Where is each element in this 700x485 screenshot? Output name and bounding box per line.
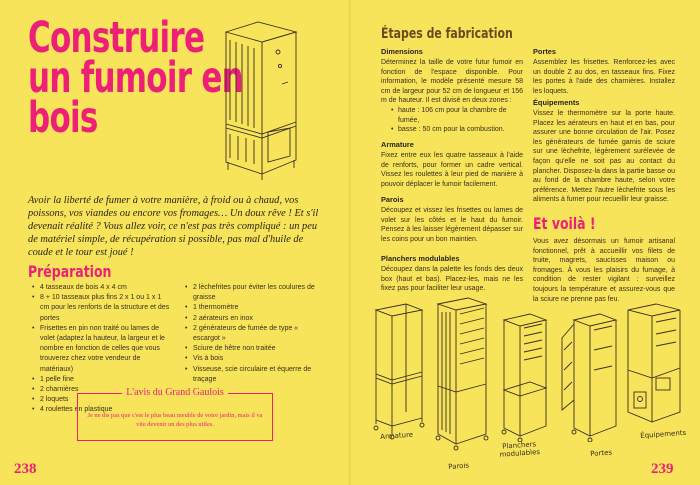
list-item: • 4 tasseaux de bois 4 x 4 cm [32, 283, 170, 293]
preparation-heading: Préparation [28, 262, 112, 281]
grand-gaulois-callout [77, 387, 273, 441]
step-title: Parois [381, 195, 404, 204]
list-item: • Frisettes en pin non traité ou lames de volet (adaptez la hauteur, la largeur et le nombre en fonction de celles que vous trouverez chez votre vendeur de matériaux) [32, 324, 170, 375]
step-text: Vissez le thermomètre sur la porte haute. Placez les aérateurs en haut et en bas, pour assurer une bonne circulation de l'air. Posez les générateurs de fumée garnis de sciure sur une lèchefrite, légèrement surélevée de façon qu'elle ne soit pas au contact du plancher. Disposez-la dans la partie basse ou au fond de la chambre haute, selon votre préférence. Mettez l'autre lèchefrite sous les aliments à fumer pour recueillir leur graisse. [533, 110, 675, 204]
voila-text: Vous avez désormais un fumoir artisanal fonctionnel, prêt à accueillir vos filets de truite, magrets, saucisses maison ou fromages. À vous les plaisirs du fumage, à condition de rester vigilant : surveillez toujours la température et assurez-vous que la sciure ne prenne pas feu. [533, 238, 675, 303]
list-item: • 2 lèchefrites pour éviter les coulures de graisse [185, 283, 315, 303]
list-item: • 4 roulettes en plastique [32, 405, 170, 415]
list-item: • 2 charnières [32, 385, 170, 395]
drawing-label-planchers: Planchers modulables [499, 440, 541, 459]
callout-title: L'avis du Grand Gaulois [122, 387, 228, 398]
list-item: • Visseuse, scie circulaire et équerre de traçage [185, 365, 315, 385]
step-text: Découpez dans la palette les fonds des deux box (haut et bas). Placez-les, mais ne les fixez pas pour faciliter leur usage. [381, 266, 523, 293]
step-portes [533, 47, 675, 96]
step-armature [381, 140, 523, 189]
step-title: Équipements [533, 98, 580, 107]
callout-text: Je ne dis pas que c'est le plus beau meuble de votre jardin, mais il va vite devenir un des plus utiles. [87, 412, 263, 428]
drawing-label-parois: Parois [448, 461, 470, 471]
list-item: • 1 thermomètre [185, 303, 315, 313]
page-number-right: 239 [651, 461, 674, 477]
list-item: • 2 aérateurs en inox [185, 314, 315, 324]
page-gutter [349, 0, 351, 485]
step-title: Dimensions [381, 47, 423, 56]
planchers-drawing [500, 310, 550, 442]
list-item: • Vis à bois [185, 354, 315, 364]
armature-drawing [372, 300, 426, 440]
step-dimensions [381, 47, 523, 135]
intro-paragraph: Avoir la liberté de fumer à votre manière, à froid ou à chaud, vos poissons, vos viandes ou encore vos fromages… Un doux rêve ! Et s'il devenait réalité ? Vous allez voir, ce n'est pas très compliqué : un peu de matériel simple, de récupération si possible, pas mal d'huile de coude et le tour est joué ! [28, 195, 319, 258]
parois-drawing [434, 294, 490, 454]
step-title: Planchers modulables [381, 254, 460, 263]
materials-list-right [185, 283, 315, 385]
etapes-heading: Étapes de fabrication [381, 26, 513, 42]
list-item: • 2 générateurs de fumée de type « escargot » [185, 324, 315, 344]
step-text: Déterminez la taille de votre futur fumoir en fonction de l'espace disponible. Pour information, le modèle présenté mesure 58 cm de largeur pour 52 cm de longueur et 156 m de hauteur. Il est divisé en deux zones : [381, 59, 523, 105]
list-item: • basse : 50 cm pour la combustion. [391, 125, 523, 135]
page-number-left: 238 [14, 461, 37, 477]
step-text: Découpez et vissez les frisettes ou lames de volet sur les côtés et le haut du fumoir. Pensez à les laisser légèrement dépasser sur les coins pour un bon maintien. [381, 207, 523, 243]
step-equipements [533, 98, 675, 205]
step-text: Assemblez les frisettes. Renforcez-les avec un double Z au dos, en tasseaux fins. Fixez les portes à l'aide des charnières. Installez les loquets. [533, 59, 675, 95]
list-item: • Sciure de hêtre non traitée [185, 344, 315, 354]
step-text: Fixez entre eux les quatre tasseaux à l'aide de renforts, pour former un cadre vertical. Vissez les roulettes à leur pied de manière à pouvoir déplacer le fumoir facilement. [381, 152, 523, 188]
list-item: • 8 + 10 tasseaux plus fins 2 x 1 ou 1 x 1 cm pour les renforts de la structure et des portes [32, 293, 170, 324]
portes-drawing [560, 310, 620, 442]
step-title: Armature [381, 140, 414, 149]
drawing-label-armature: Armature [380, 430, 414, 441]
step-planchers [381, 254, 523, 294]
dimension-zones-list [381, 106, 523, 135]
drawing-label-equipements: Équipements [640, 428, 687, 440]
equipements-drawing [624, 300, 684, 430]
voila-heading: Et voilà ! [533, 214, 596, 233]
page-title: Construire un fumoir en bois [28, 13, 243, 143]
smoker-illustration [218, 12, 302, 180]
step-parois [381, 195, 523, 244]
list-item: • 2 loquets [32, 395, 170, 405]
step-title: Portes [533, 47, 557, 56]
list-item: • haute : 106 cm pour la chambre de fumée, [391, 106, 523, 125]
voila-section [533, 237, 675, 304]
drawing-label-portes: Portes [590, 448, 613, 458]
list-item: • 1 pelle fine [32, 375, 170, 385]
